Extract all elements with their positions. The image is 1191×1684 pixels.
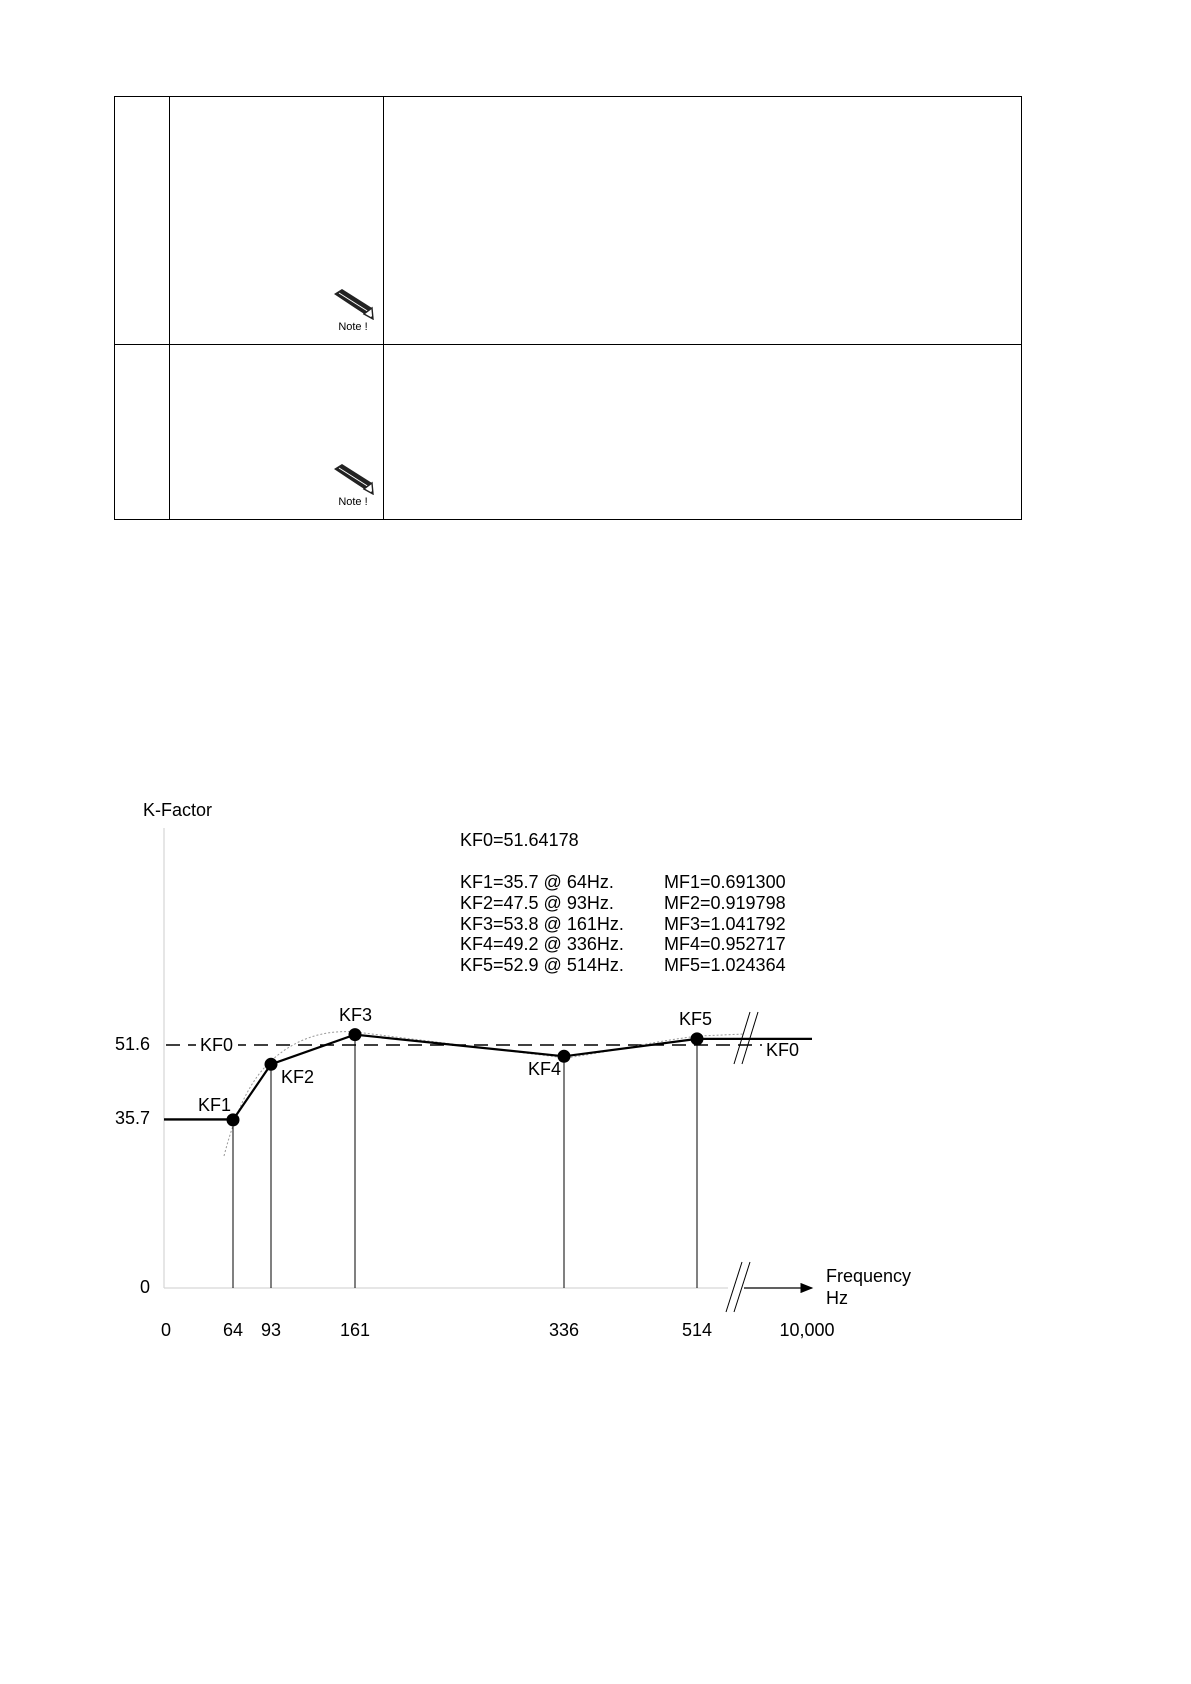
point-label: KF2	[281, 1067, 315, 1087]
note-label: Note !	[338, 496, 368, 508]
fitted-curve	[224, 1032, 744, 1156]
point-label: KF3	[339, 1005, 373, 1025]
data-point-kf3	[349, 1028, 362, 1041]
x-tick-label: 336	[548, 1320, 580, 1340]
x-axis-break-mark	[726, 1262, 742, 1312]
kf0-label-right: KF0	[766, 1040, 800, 1060]
mf-annotation: MF4=0.952717	[664, 934, 786, 954]
kf-annotation: KF3=53.8 @ 161Hz.	[460, 914, 624, 934]
x-axis-label: Frequency	[826, 1266, 912, 1286]
data-point-kf5	[691, 1032, 704, 1045]
data-point-kf1	[227, 1113, 240, 1126]
x-axis-label-unit: Hz	[826, 1288, 848, 1308]
y-tick-label: 35.7	[114, 1108, 150, 1128]
x-axis-break-mark	[734, 1262, 750, 1312]
y-axis-label: K-Factor	[143, 800, 213, 820]
kf0-annotation: KF0=51.64178	[460, 830, 579, 850]
x-tick-label: 64	[222, 1320, 244, 1340]
mf-annotation: MF2=0.919798	[664, 893, 786, 913]
note-label: Note !	[338, 321, 368, 333]
kf-annotation: KF1=35.7 @ 64Hz.	[460, 872, 614, 892]
x-tick-label: 10,000	[779, 1320, 835, 1340]
mf-annotation: MF1=0.691300	[664, 872, 786, 892]
point-label: KF5	[679, 1009, 713, 1029]
data-point-kf2	[265, 1058, 278, 1071]
kf-annotation: KF4=49.2 @ 336Hz.	[460, 934, 624, 954]
mf-annotation: MF3=1.041792	[664, 914, 786, 934]
kf-annotation: KF5=52.9 @ 514Hz.	[460, 955, 624, 975]
x-tick-label: 0	[160, 1320, 172, 1340]
y-tick-label: 51.6	[114, 1034, 150, 1054]
x-tick-label: 514	[681, 1320, 713, 1340]
point-label: KF1	[198, 1095, 232, 1115]
x-tick-label: 93	[260, 1320, 282, 1340]
kf-annotation: KF2=47.5 @ 93Hz.	[460, 893, 614, 913]
kf0-label-left: KF0	[200, 1035, 234, 1055]
point-label: KF4	[528, 1059, 562, 1079]
mf-annotation: MF5=1.024364	[664, 955, 786, 975]
x-tick-label: 161	[339, 1320, 371, 1340]
y-tick-label: 0	[139, 1277, 150, 1297]
